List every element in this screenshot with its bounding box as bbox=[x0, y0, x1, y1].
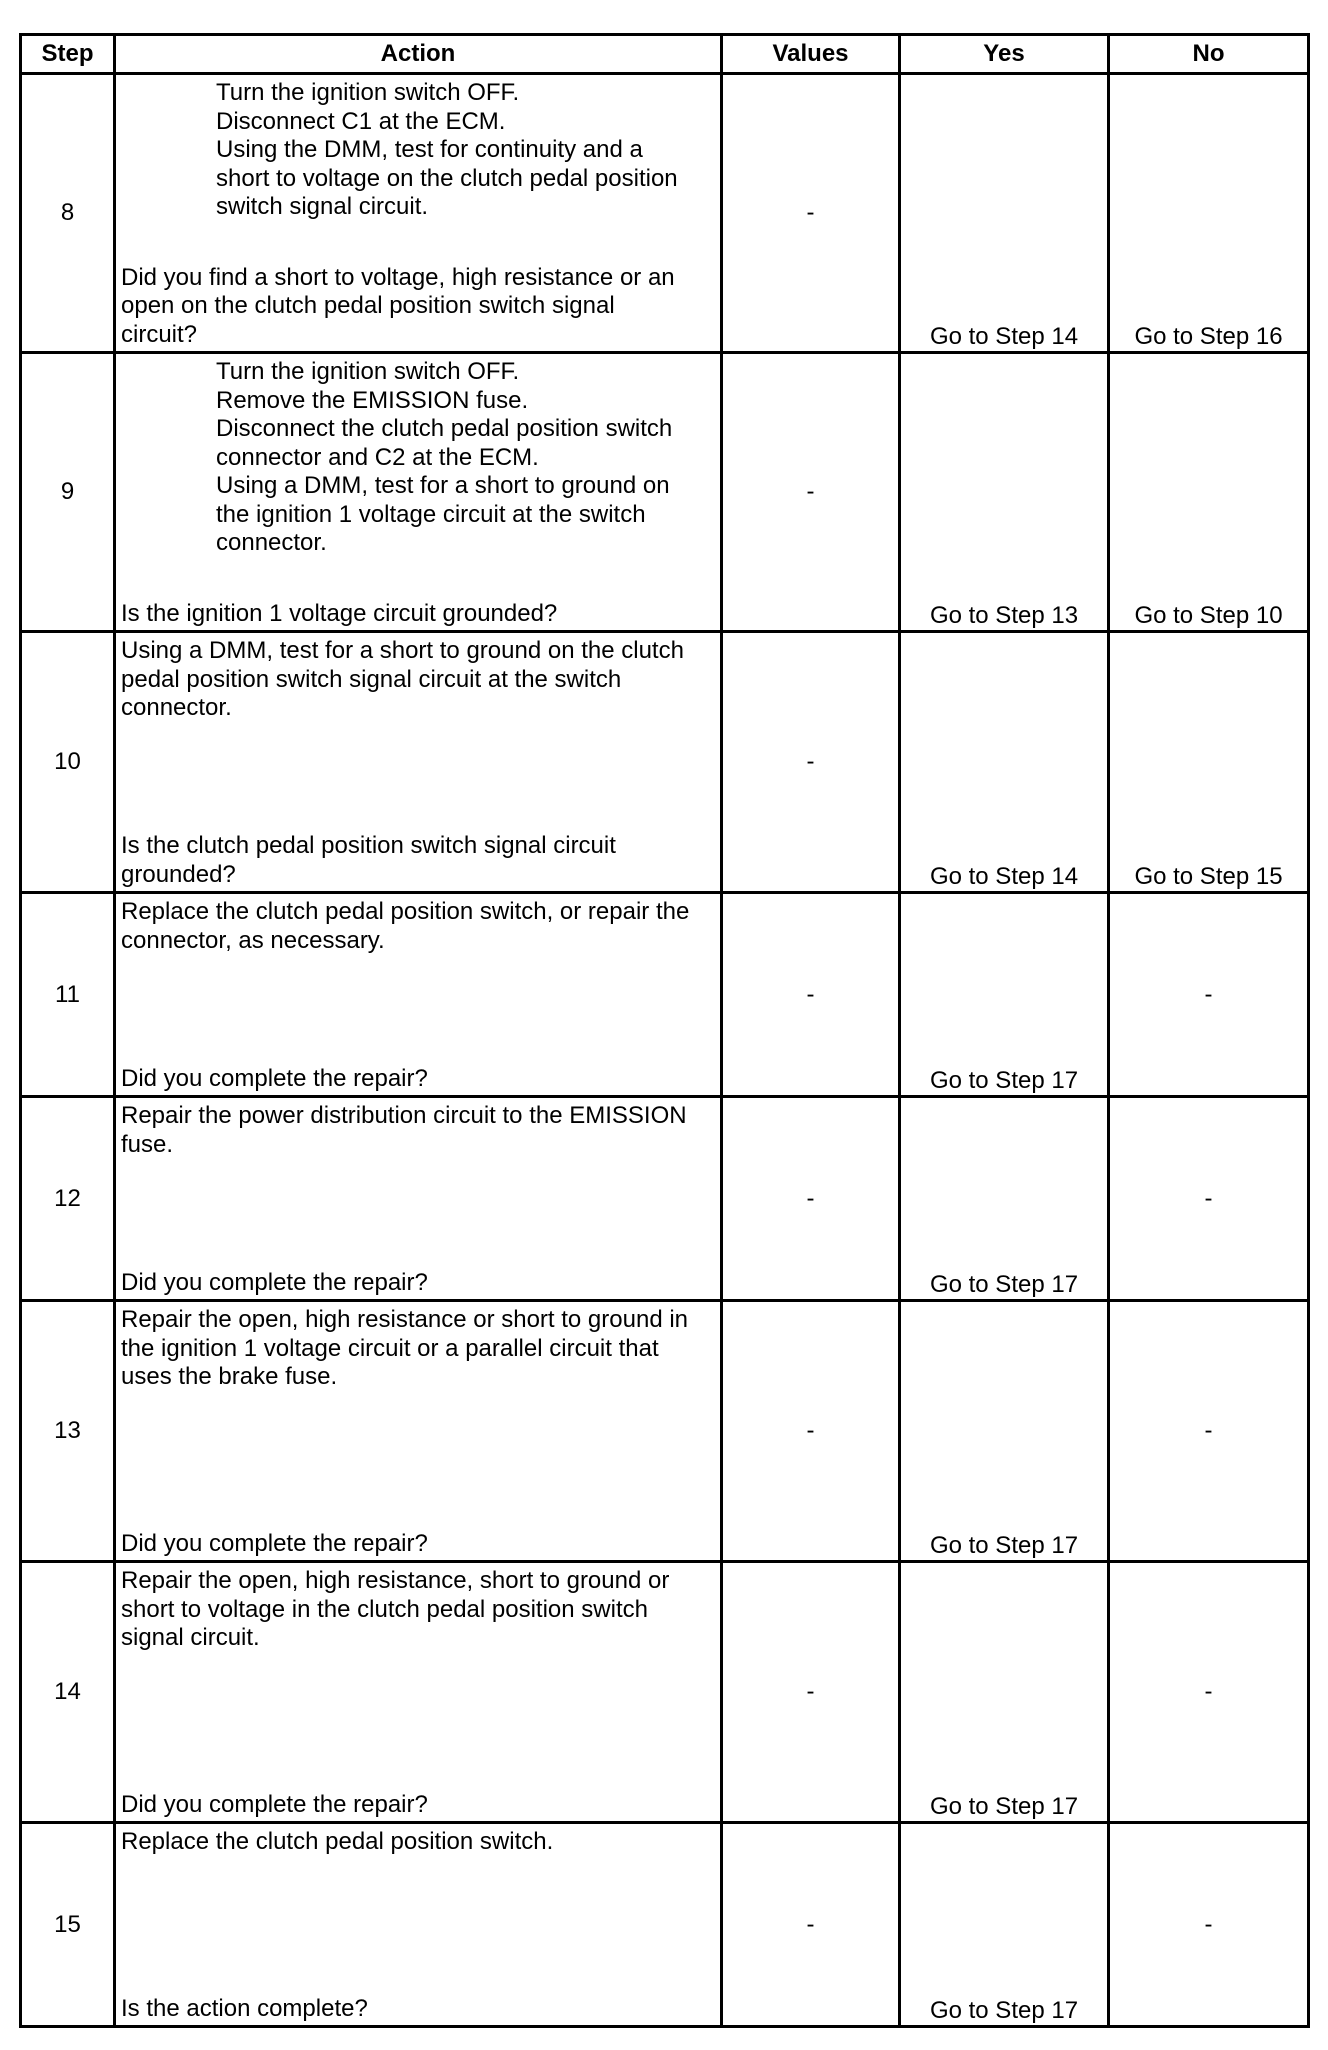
step-number: 13 bbox=[21, 1301, 115, 1562]
instruction-list bbox=[121, 1306, 714, 1392]
instruction: Replace the clutch pedal position switch, or repair the connector, as necessary. bbox=[121, 898, 690, 954]
table-row bbox=[21, 74, 1309, 353]
action-cell bbox=[115, 1562, 722, 1823]
instruction: Repair the power distribution circuit to the EMISSION fuse. bbox=[121, 1102, 687, 1158]
table-row bbox=[21, 1097, 1309, 1301]
instruction: Disconnect C1 at the ECM. bbox=[216, 107, 506, 135]
instruction: Turn the ignition switch OFF. bbox=[216, 79, 520, 106]
header-values: Values bbox=[722, 35, 900, 74]
no-cell: - bbox=[1109, 893, 1309, 1097]
question: Is the ignition 1 voltage circuit grounded? bbox=[121, 599, 558, 627]
no-cell: - bbox=[1109, 1823, 1309, 2027]
instruction: Using the DMM, test for continuity and a short to voltage on the clutch pedal position switch signal circuit. bbox=[216, 136, 678, 220]
values-cell: - bbox=[722, 1301, 900, 1562]
action-cell bbox=[115, 893, 722, 1097]
step-number: 8 bbox=[21, 74, 115, 353]
no-cell: - bbox=[1109, 1562, 1309, 1823]
yes-cell: Go to Step 17 bbox=[900, 1097, 1109, 1301]
instruction: Repair the open, high resistance or short to ground in the ignition 1 voltage circuit or a parallel circuit that uses the brake fuse. bbox=[121, 1306, 689, 1390]
instruction: Replace the clutch pedal position switch. bbox=[121, 1828, 554, 1855]
instruction-list bbox=[121, 637, 714, 723]
instruction: Using a DMM, test for a short to ground on the ignition 1 voltage circuit at the switch connector. bbox=[216, 472, 670, 556]
action-cell bbox=[115, 74, 722, 353]
instruction-list bbox=[121, 898, 714, 955]
instruction-list bbox=[121, 1102, 714, 1159]
instruction: Turn the ignition switch OFF. bbox=[216, 358, 520, 385]
instruction: Remove the EMISSION fuse. bbox=[216, 386, 529, 414]
values-cell: - bbox=[722, 1823, 900, 2027]
action-cell bbox=[115, 1097, 722, 1301]
values-cell: - bbox=[722, 353, 900, 632]
question: Did you find a short to voltage, high resistance or an open on the clutch pedal position switch signal circuit? bbox=[121, 263, 675, 348]
question: Did you complete the repair? bbox=[121, 1268, 428, 1296]
values-cell: - bbox=[722, 74, 900, 353]
yes-cell: Go to Step 17 bbox=[900, 1562, 1109, 1823]
instruction-list bbox=[216, 79, 714, 222]
no-cell: Go to Step 16 bbox=[1109, 74, 1309, 353]
yes-cell: Go to Step 14 bbox=[900, 632, 1109, 893]
no-cell: Go to Step 10 bbox=[1109, 353, 1309, 632]
instruction: Repair the open, high resistance, short to ground or short to voltage in the clutch pedal position switch signal circuit. bbox=[121, 1567, 670, 1651]
diagnostic-table bbox=[19, 33, 1310, 2028]
question: Did you complete the repair? bbox=[121, 1064, 428, 1092]
no-cell: Go to Step 15 bbox=[1109, 632, 1309, 893]
instruction-list bbox=[216, 358, 714, 558]
yes-cell: Go to Step 17 bbox=[900, 1301, 1109, 1562]
header-yes: Yes bbox=[900, 35, 1109, 74]
no-cell: - bbox=[1109, 1097, 1309, 1301]
table-row bbox=[21, 353, 1309, 632]
question: Is the action complete? bbox=[121, 1994, 368, 2022]
instruction-list bbox=[121, 1828, 714, 1857]
action-cell bbox=[115, 1823, 722, 2027]
yes-cell: Go to Step 17 bbox=[900, 1823, 1109, 2027]
yes-cell: Go to Step 13 bbox=[900, 353, 1109, 632]
step-number: 10 bbox=[21, 632, 115, 893]
values-cell: - bbox=[722, 632, 900, 893]
step-number: 15 bbox=[21, 1823, 115, 2027]
question: Did you complete the repair? bbox=[121, 1529, 428, 1557]
step-number: 9 bbox=[21, 353, 115, 632]
header-no: No bbox=[1109, 35, 1309, 74]
yes-cell: Go to Step 17 bbox=[900, 893, 1109, 1097]
table-row bbox=[21, 1562, 1309, 1823]
instruction: Using a DMM, test for a short to ground on the clutch pedal position switch signal circuit at the switch connector. bbox=[121, 637, 684, 721]
yes-cell: Go to Step 14 bbox=[900, 74, 1109, 353]
no-cell: - bbox=[1109, 1301, 1309, 1562]
step-number: 12 bbox=[21, 1097, 115, 1301]
table-row bbox=[21, 632, 1309, 893]
table-row bbox=[21, 1301, 1309, 1562]
table-row bbox=[21, 1823, 1309, 2027]
header-action: Action bbox=[115, 35, 722, 74]
action-cell bbox=[115, 353, 722, 632]
question: Did you complete the repair? bbox=[121, 1790, 428, 1818]
values-cell: - bbox=[722, 893, 900, 1097]
header-step: Step bbox=[21, 35, 115, 74]
action-cell bbox=[115, 1301, 722, 1562]
question: Is the clutch pedal position switch signal circuit grounded? bbox=[121, 832, 616, 888]
instruction: Disconnect the clutch pedal position switch connector and C2 at the ECM. bbox=[216, 415, 673, 471]
step-number: 11 bbox=[21, 893, 115, 1097]
instruction-list bbox=[121, 1567, 714, 1653]
action-cell bbox=[115, 632, 722, 893]
header-row bbox=[21, 35, 1309, 74]
step-number: 14 bbox=[21, 1562, 115, 1823]
values-cell: - bbox=[722, 1562, 900, 1823]
values-cell: - bbox=[722, 1097, 900, 1301]
table-row bbox=[21, 893, 1309, 1097]
